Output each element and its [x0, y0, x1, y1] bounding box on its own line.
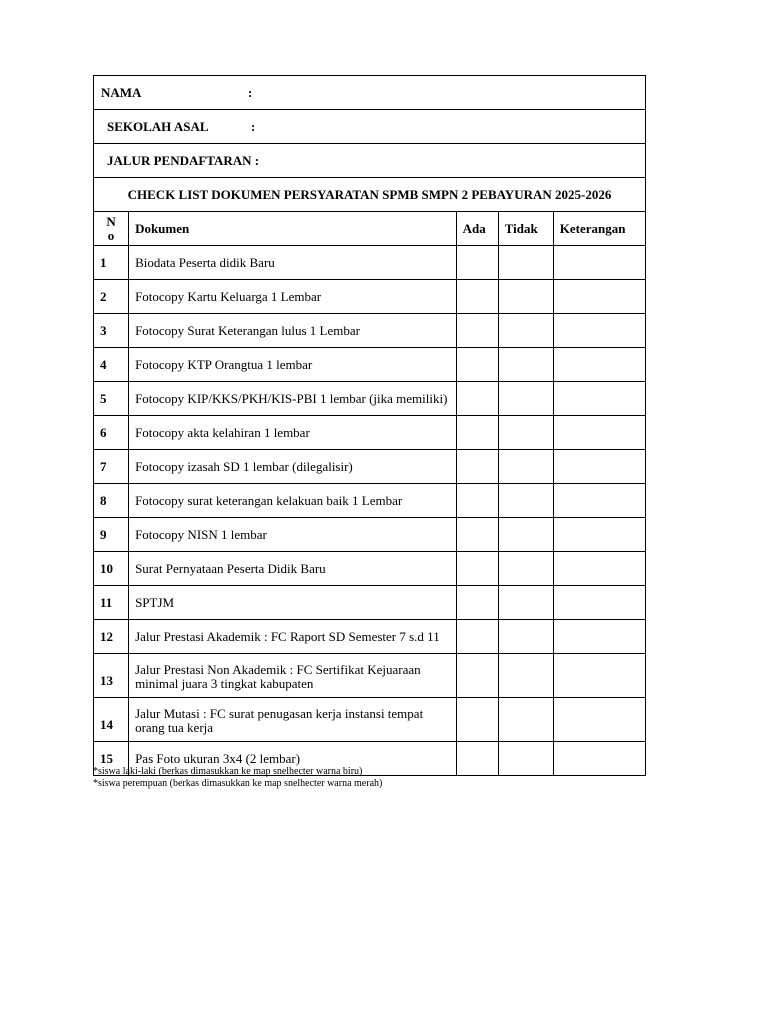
ada-checkbox-cell[interactable] [456, 280, 498, 314]
document-name: Fotocopy Kartu Keluarga 1 Lembar [129, 280, 457, 314]
jalur-pendaftaran-row [94, 144, 646, 178]
ada-checkbox-cell[interactable] [456, 348, 498, 382]
ada-checkbox-cell[interactable] [456, 382, 498, 416]
column-header-row [94, 212, 646, 246]
sekolah-asal-colon: : [251, 118, 256, 134]
keterangan-cell[interactable] [553, 586, 645, 620]
tidak-checkbox-cell[interactable] [498, 382, 553, 416]
nama-row [94, 76, 646, 110]
document-name: Fotocopy Surat Keterangan lulus 1 Lembar [129, 314, 457, 348]
jalur-pendaftaran-label: JALUR PENDAFTARAN : [107, 152, 260, 168]
col-header-ada: Ada [456, 212, 498, 246]
tidak-checkbox-cell[interactable] [498, 348, 553, 382]
checklist-title: CHECK LIST DOKUMEN PERSYARATAN SPMB SMPN 2 PEBAYURAN 2025-2026 [94, 178, 646, 212]
document-name: Fotocopy NISN 1 lembar [129, 518, 457, 552]
nama-colon: : [247, 84, 253, 100]
keterangan-cell[interactable] [553, 484, 645, 518]
row-number: 4 [94, 348, 129, 382]
keterangan-cell[interactable] [553, 620, 645, 654]
keterangan-cell[interactable] [553, 654, 645, 698]
document-name: Jalur Mutasi : FC surat penugasan kerja instansi tempat orang tua kerja [129, 698, 457, 742]
row-number: 2 [94, 280, 129, 314]
ada-checkbox-cell[interactable] [456, 518, 498, 552]
sekolah-asal-cell [94, 110, 646, 144]
title-row [94, 178, 646, 212]
ada-checkbox-cell[interactable] [456, 484, 498, 518]
document-name: Fotocopy KTP Orangtua 1 lembar [129, 348, 457, 382]
table-row [94, 484, 646, 518]
nama-cell [94, 76, 646, 110]
document-name: Surat Pernyataan Peserta Didik Baru [129, 552, 457, 586]
table-row [94, 552, 646, 586]
document-name: Fotocopy akta kelahiran 1 lembar [129, 416, 457, 450]
ada-checkbox-cell[interactable] [456, 552, 498, 586]
tidak-checkbox-cell[interactable] [498, 450, 553, 484]
table-row [94, 416, 646, 450]
keterangan-cell[interactable] [553, 348, 645, 382]
ada-checkbox-cell[interactable] [456, 416, 498, 450]
col-header-tidak: Tidak [498, 212, 553, 246]
row-number: 6 [94, 416, 129, 450]
tidak-checkbox-cell[interactable] [498, 280, 553, 314]
table-row [94, 280, 646, 314]
row-number: 15 [94, 742, 129, 776]
table-row [94, 348, 646, 382]
ada-checkbox-cell[interactable] [456, 620, 498, 654]
tidak-checkbox-cell[interactable] [498, 552, 553, 586]
tidak-checkbox-cell[interactable] [498, 246, 553, 280]
keterangan-cell[interactable] [553, 314, 645, 348]
table-row [94, 246, 646, 280]
keterangan-cell[interactable] [553, 416, 645, 450]
tidak-checkbox-cell[interactable] [498, 586, 553, 620]
ada-checkbox-cell[interactable] [456, 742, 498, 776]
footnote-male: *siswa laki-laki (berkas dimasukkan ke map snelhecter warna biru) [93, 766, 363, 777]
row-number: 12 [94, 620, 129, 654]
table-row [94, 620, 646, 654]
sekolah-asal-label: SEKOLAH ASAL [107, 118, 208, 134]
ada-checkbox-cell[interactable] [456, 698, 498, 742]
tidak-checkbox-cell[interactable] [498, 416, 553, 450]
keterangan-cell[interactable] [553, 698, 645, 742]
keterangan-cell[interactable] [553, 552, 645, 586]
tidak-checkbox-cell[interactable] [498, 654, 553, 698]
row-number: 13 [94, 654, 129, 698]
keterangan-cell[interactable] [553, 280, 645, 314]
ada-checkbox-cell[interactable] [456, 450, 498, 484]
row-number: 10 [94, 552, 129, 586]
keterangan-cell[interactable] [553, 450, 645, 484]
keterangan-cell[interactable] [553, 382, 645, 416]
footnotes [93, 766, 382, 790]
row-number: 7 [94, 450, 129, 484]
document-name: SPTJM [129, 586, 457, 620]
sekolah-asal-row [94, 110, 646, 144]
keterangan-cell[interactable] [553, 742, 645, 776]
col-header-keterangan: Keterangan [553, 212, 645, 246]
document-name: Fotocopy izasah SD 1 lembar (dilegalisir) [129, 450, 457, 484]
ada-checkbox-cell[interactable] [456, 246, 498, 280]
table-row [94, 382, 646, 416]
document-name: Jalur Prestasi Non Akademik : FC Sertifikat Kejuaraan minimal juara 3 tingkat kabupaten [129, 654, 457, 698]
table-row [94, 518, 646, 552]
footnote-female: *siswa perempuan (berkas dimasukkan ke map snelhecter warna merah) [93, 778, 383, 789]
tidak-checkbox-cell[interactable] [498, 698, 553, 742]
ada-checkbox-cell[interactable] [456, 654, 498, 698]
tidak-checkbox-cell[interactable] [498, 484, 553, 518]
col-header-dokumen: Dokumen [129, 212, 457, 246]
row-number: 3 [94, 314, 129, 348]
table-row [94, 698, 646, 742]
document-checklist-table [93, 75, 646, 776]
row-number: 8 [94, 484, 129, 518]
keterangan-cell[interactable] [553, 246, 645, 280]
keterangan-cell[interactable] [553, 518, 645, 552]
row-number: 5 [94, 382, 129, 416]
ada-checkbox-cell[interactable] [456, 314, 498, 348]
row-number: 9 [94, 518, 129, 552]
tidak-checkbox-cell[interactable] [498, 620, 553, 654]
document-name: Fotocopy KIP/KKS/PKH/KIS-PBI 1 lembar (jika memiliki) [129, 382, 457, 416]
jalur-pendaftaran-cell [94, 144, 646, 178]
table-row [94, 654, 646, 698]
row-number: 11 [94, 586, 129, 620]
ada-checkbox-cell[interactable] [456, 586, 498, 620]
row-number: 14 [94, 698, 129, 742]
tidak-checkbox-cell[interactable] [498, 518, 553, 552]
tidak-checkbox-cell[interactable] [498, 742, 553, 776]
document-name: Biodata Peserta didik Baru [129, 246, 457, 280]
row-number: 1 [94, 246, 129, 280]
table-row [94, 586, 646, 620]
table-row [94, 450, 646, 484]
document-name: Fotocopy surat keterangan kelakuan baik 1 Lembar [129, 484, 457, 518]
document-name: Jalur Prestasi Akademik : FC Raport SD Semester 7 s.d 11 [129, 620, 457, 654]
table-row [94, 314, 646, 348]
nama-label: NAMA [101, 84, 141, 100]
tidak-checkbox-cell[interactable] [498, 314, 553, 348]
document-name: Pas Foto ukuran 3x4 (2 lembar) [129, 742, 457, 776]
col-header-no-line2: o [107, 227, 115, 243]
col-header-no [94, 212, 129, 246]
col-header-no-line1: N [106, 213, 116, 229]
